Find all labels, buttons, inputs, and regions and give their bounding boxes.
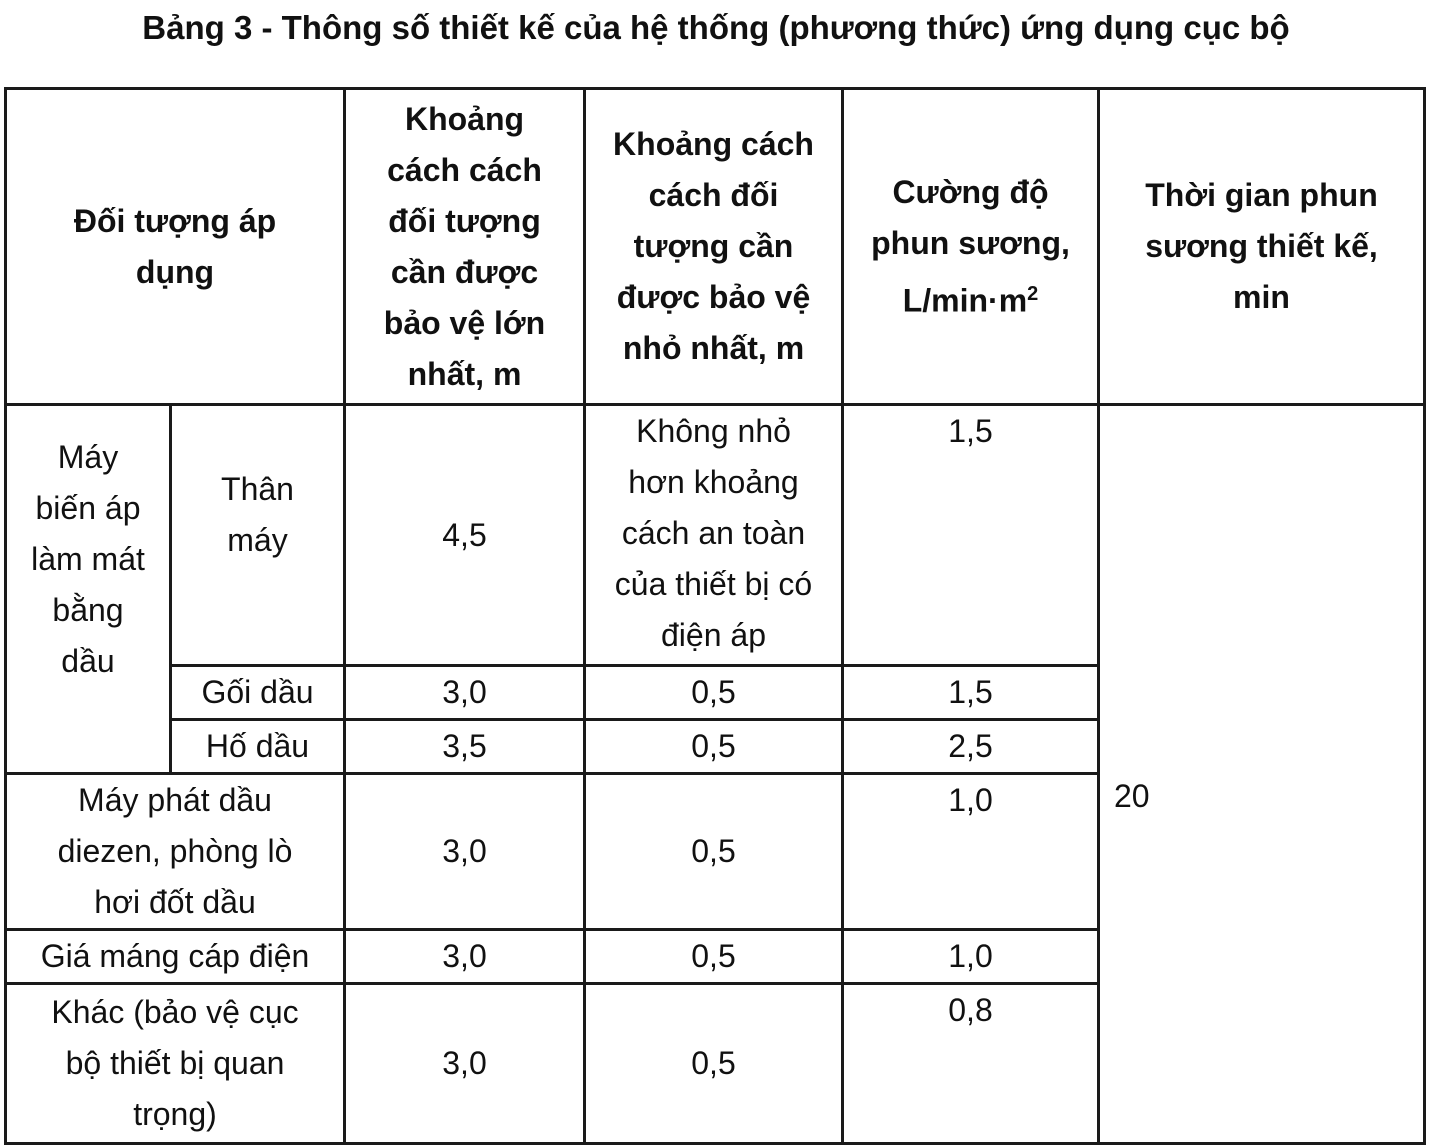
row-max-distance: 3,0	[345, 666, 585, 720]
row-min-distance: 0,5	[585, 930, 843, 984]
row-min-distance: 0,5	[585, 720, 843, 774]
row-max-distance: 3,0	[345, 774, 585, 930]
header-intensity	[843, 89, 1099, 405]
header-min-distance: Khoảng cách cách đối tượng cần được bảo vệ nhỏ nhất, m	[585, 89, 843, 405]
header-intensity-text: Cường độ phun sương, L/min·m	[871, 173, 1070, 319]
row-object: Khác (bảo vệ cục bộ thiết bị quan trọng)	[6, 984, 345, 1144]
header-time: Thời gian phun sương thiết kế, min	[1099, 89, 1425, 405]
header-intensity-superscript: 2	[1027, 282, 1039, 305]
row-sub-label: Gối dầu	[171, 666, 345, 720]
row-max-distance: 4,5	[345, 405, 585, 666]
row-min-distance: Không nhỏ hơn khoảng cách an toàn của thiết bị có điện áp	[585, 405, 843, 666]
row-intensity: 1,5	[843, 405, 1099, 666]
design-time-value: 20	[1099, 405, 1425, 1144]
row-sub-label: Hố dầu	[171, 720, 345, 774]
row-min-distance: 0,5	[585, 666, 843, 720]
row-intensity: 2,5	[843, 720, 1099, 774]
row-max-distance: 3,0	[345, 984, 585, 1144]
row-intensity: 1,5	[843, 666, 1099, 720]
group-transformer-label: Máy biến áp làm mát bằng dầu	[6, 405, 171, 774]
design-parameters-table	[4, 87, 1426, 1145]
header-row	[6, 89, 1425, 405]
row-intensity: 1,0	[843, 930, 1099, 984]
row-sub-label: Thân máy	[171, 405, 345, 666]
header-object: Đối tượng áp dụng	[6, 89, 345, 405]
row-object: Giá máng cáp điện	[6, 930, 345, 984]
row-min-distance: 0,5	[585, 984, 843, 1144]
table-title: Bảng 3 - Thông số thiết kế của hệ thống (phương thức) ứng dụng cục bộ	[142, 9, 1290, 46]
row-object: Máy phát dầu diezen, phòng lò hơi đốt dầu	[6, 774, 345, 930]
row-max-distance: 3,5	[345, 720, 585, 774]
row-min-distance: 0,5	[585, 774, 843, 930]
table-row	[6, 405, 1425, 666]
row-intensity: 1,0	[843, 774, 1099, 930]
header-max-distance: Khoảng cách cách đối tượng cần được bảo vệ lớn nhất, m	[345, 89, 585, 405]
row-max-distance: 3,0	[345, 930, 585, 984]
row-intensity: 0,8	[843, 984, 1099, 1144]
